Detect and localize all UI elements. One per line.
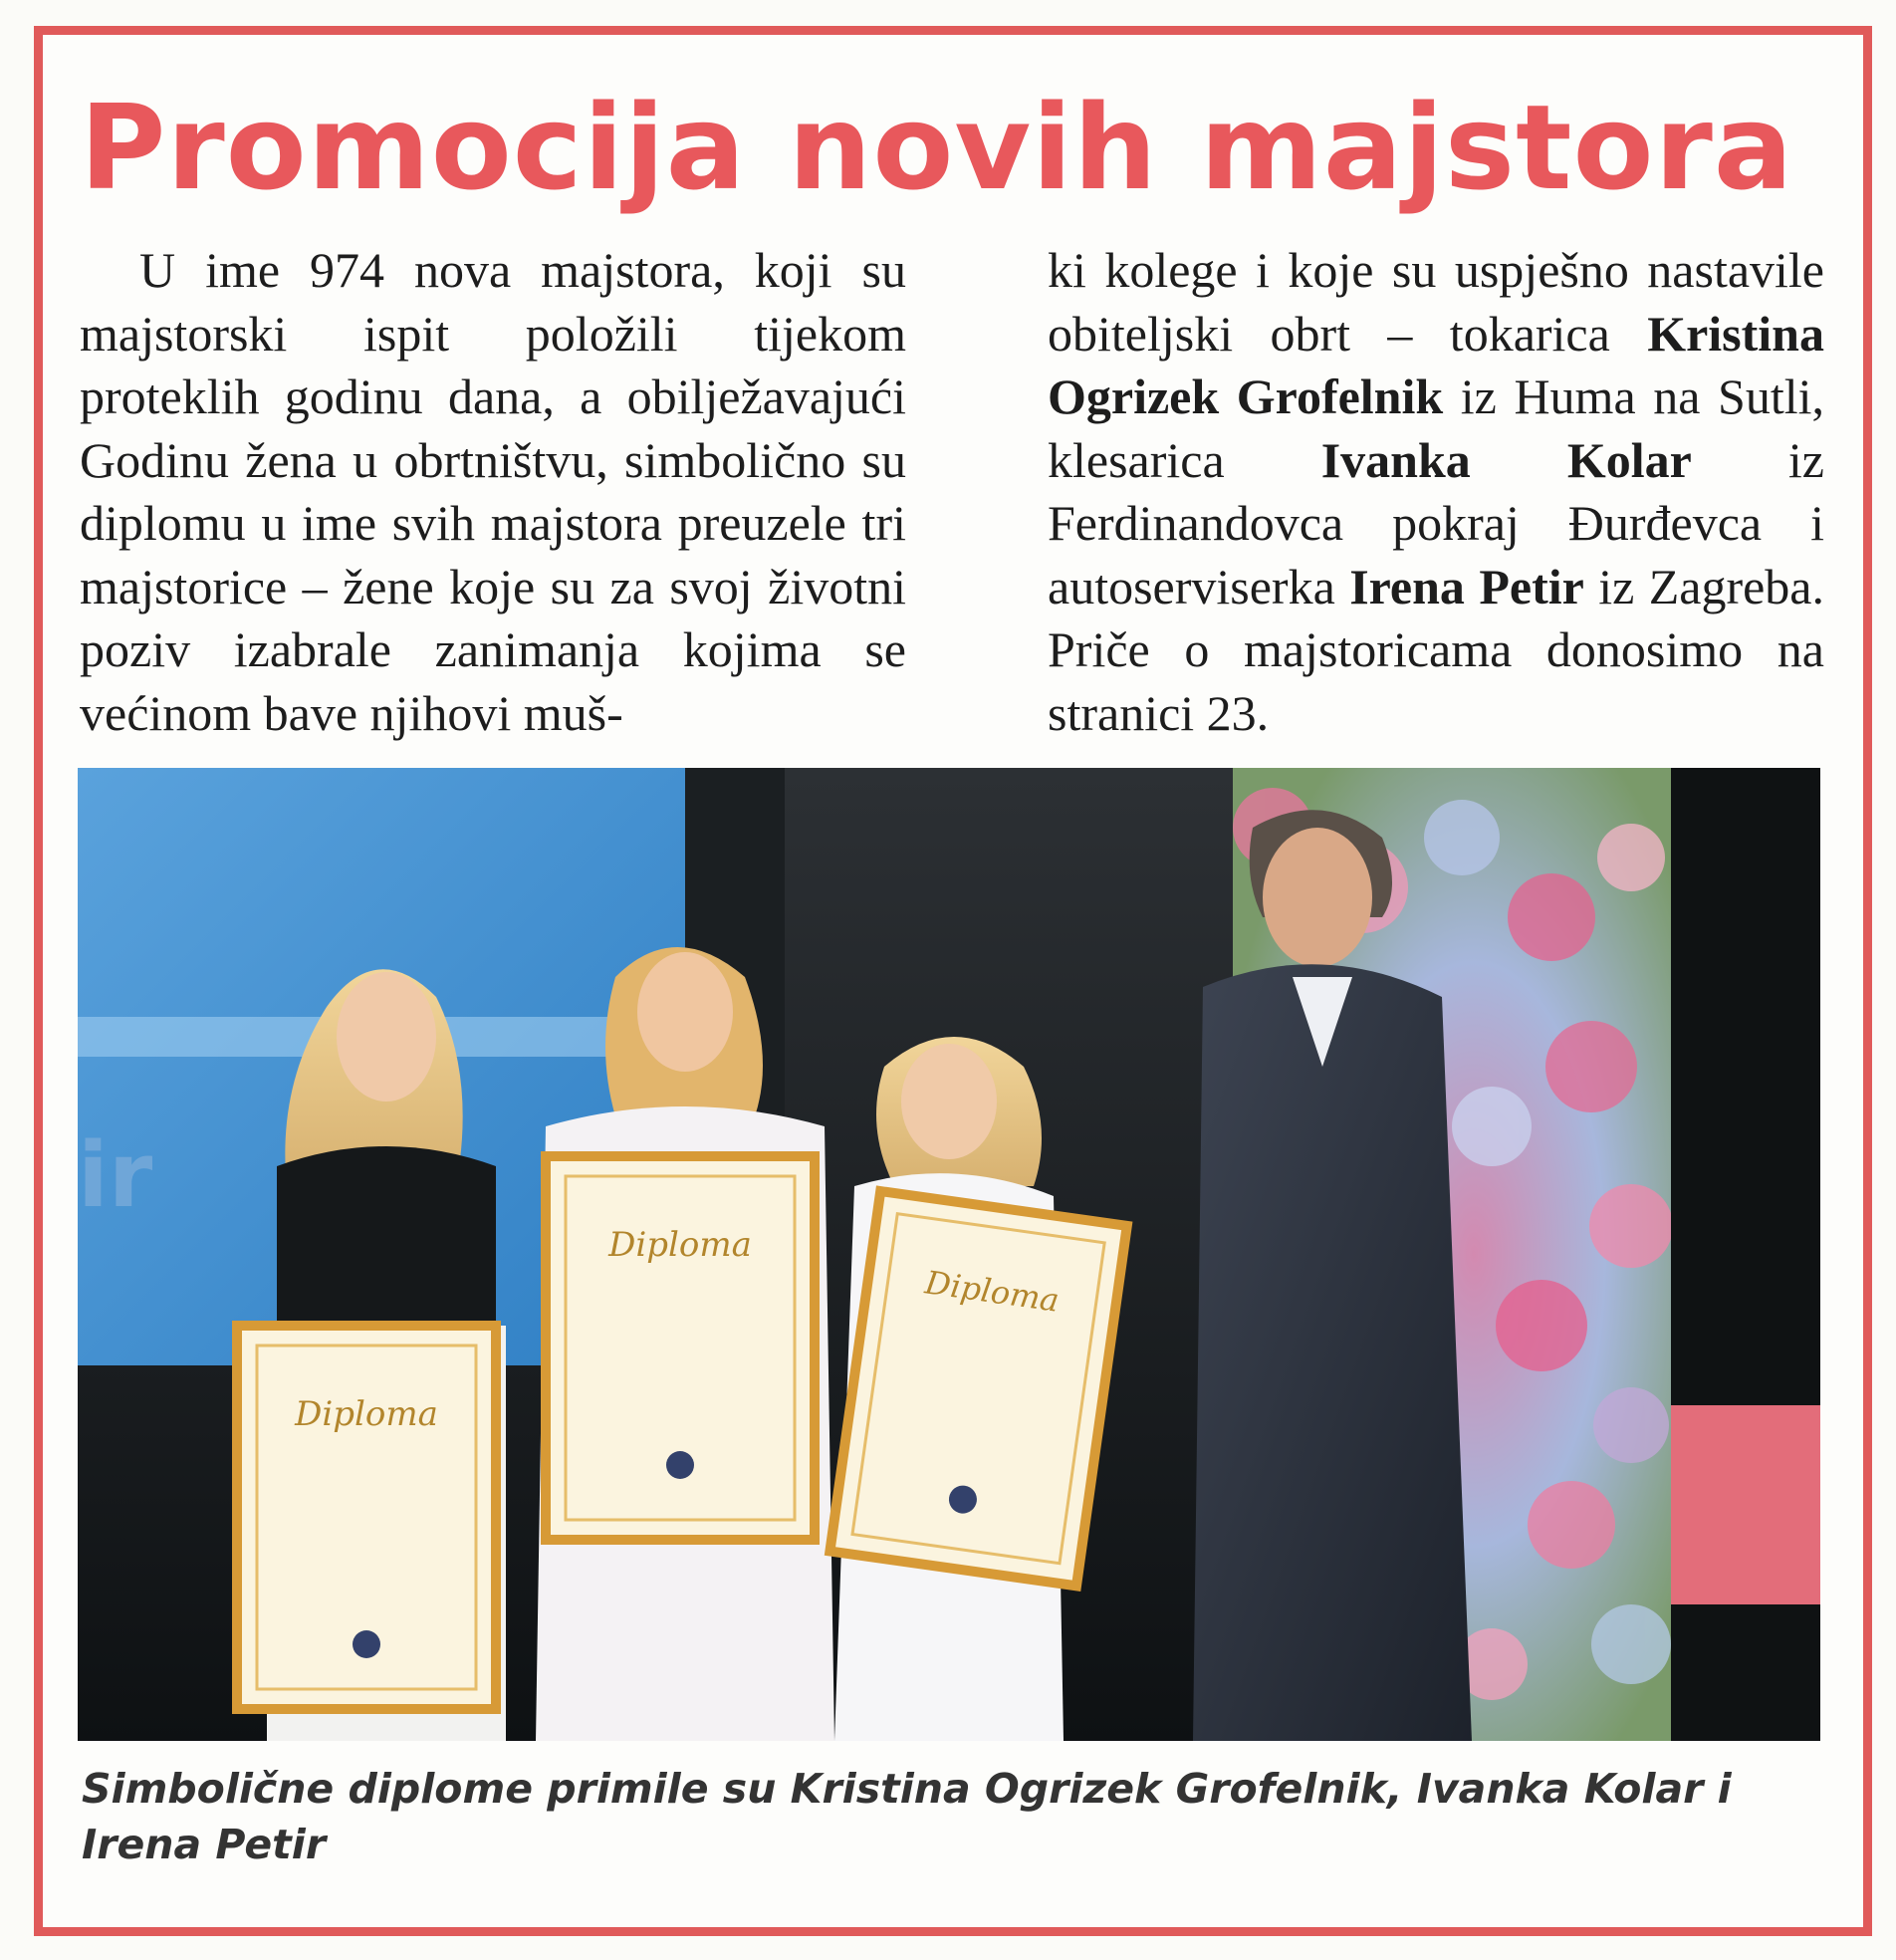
body-text: iz Ferdinandovca pokraj Đurđevca i autoserviserka [1048, 431, 1824, 614]
stage-table [1671, 1405, 1820, 1604]
person-name-kristina: Kristina Ogrizek Grofelnik [1048, 305, 1824, 424]
diploma-title: Diploma [608, 1225, 752, 1265]
article-photo [78, 768, 1820, 1741]
diploma-title: Diploma [922, 1263, 1062, 1320]
person-name-irena: Irena Petir [1349, 558, 1584, 614]
ceremony-photo-illustration [78, 768, 1820, 1741]
backdrop-text: ir [78, 1123, 153, 1228]
photo-caption: Simbolične diplome primile su Kristina Ogrizek Grofelnik, Ivanka Kolar i Irena Petir [82, 1765, 1732, 1868]
body-text: ki kolege i koje su uspješno nastavile obiteljski obrt – tokarica [1048, 242, 1824, 362]
diploma-title: Diploma [295, 1394, 438, 1434]
body-text: iz Zagreba. Priče o majstoricama donosimo na stranici 23. [1048, 558, 1825, 741]
diploma-1 [237, 1326, 496, 1709]
person-name-ivanka: Ivanka Kolar [1320, 431, 1692, 488]
article-body-left: U ime 974 nova majstora, koji su majstorski ispit položili tijekom proteklih godinu dana, a obilježavajući Godinu žena u obrtništvu, simbolično su diplomu u ime svih majstora preuzele tri majstorice – žene koje su za svoj životni poziv izabrale zanimanja kojima se većinom bave njihovi muš- [80, 242, 906, 741]
article-body-right [1048, 239, 1824, 745]
body-text: iz Huma na Sutli, klesarica [1048, 368, 1825, 488]
diploma-3 [830, 1191, 1126, 1586]
diploma-2 [546, 1156, 815, 1540]
article-headline: Promocija novih majstora [80, 79, 1794, 216]
